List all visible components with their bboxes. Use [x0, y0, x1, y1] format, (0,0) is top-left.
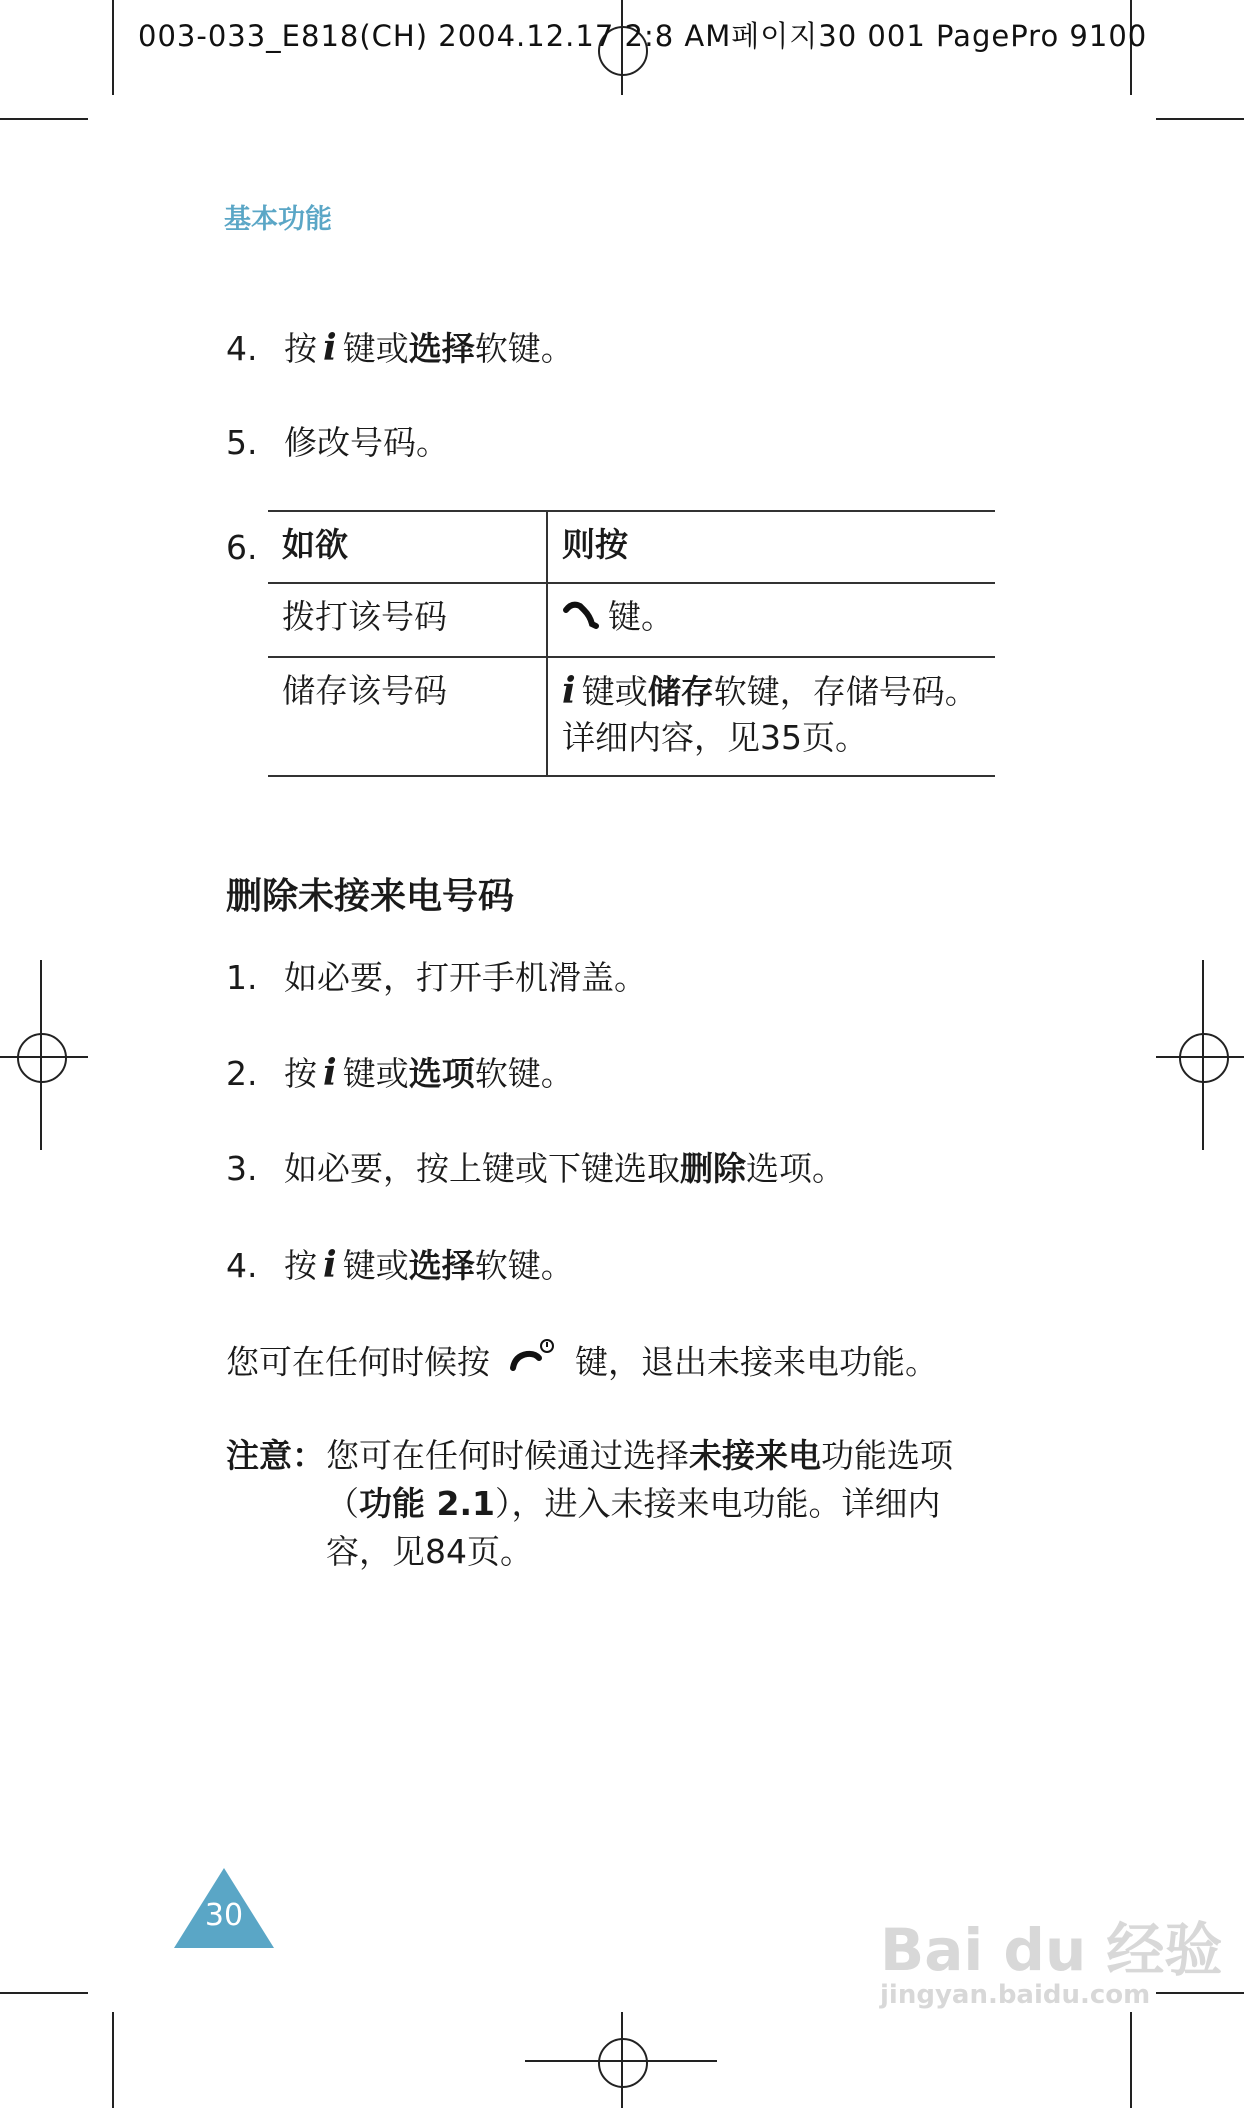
crop-mark — [0, 1992, 88, 1994]
step-text: 选项。 — [746, 1149, 845, 1188]
registration-mark — [1179, 1033, 1229, 1083]
step-text: 键或 — [342, 329, 409, 368]
option-table — [268, 510, 995, 777]
step-text: 修改号码。 — [284, 423, 449, 462]
step-text: 软键。 — [474, 329, 574, 368]
step-4-top — [226, 325, 574, 372]
step-2 — [226, 1050, 574, 1097]
step-3 — [226, 1146, 845, 1192]
cell-bold: 储存 — [647, 671, 714, 711]
note-bold: 功能 2.1 — [359, 1484, 495, 1523]
watermark-logo: Bai du 经验 — [880, 1916, 1223, 1984]
i-key-icon: i — [323, 1244, 337, 1286]
page-number: 30 — [204, 1898, 244, 1933]
step-text: 如必要，按上键或下键选取 — [284, 1149, 680, 1188]
step-4 — [226, 1242, 574, 1289]
step-text: 键或 — [342, 1054, 409, 1093]
i-key-icon: i — [323, 327, 337, 369]
step-text: 按 — [284, 1054, 317, 1093]
crop-mark — [1156, 118, 1244, 120]
step-number: 3. — [226, 1149, 258, 1188]
cell-text: 详细内容，见35页。 — [562, 717, 868, 757]
note-text: ），进入未接来电功能。详细内容，见84页。 — [326, 1484, 941, 1571]
step-text: 键或 — [342, 1246, 409, 1285]
print-header: 003-033_E818(CH) 2004.12.17 2:8 AM페이지30 001 PagePro 9100 — [138, 19, 1148, 53]
step-bold: 选择 — [408, 329, 475, 368]
step-text: 软键。 — [474, 1054, 574, 1093]
note-text: 功能选项（ — [326, 1436, 953, 1523]
note-label: 注意： — [226, 1436, 325, 1475]
step-bold: 删除 — [680, 1149, 746, 1188]
table-cell — [547, 583, 995, 657]
header-label: 则按 — [562, 525, 628, 564]
exit-text: 键，退出未接来电功能。 — [575, 1342, 938, 1382]
step-5 — [226, 420, 449, 466]
table-row — [268, 583, 995, 657]
crop-mark — [1130, 2012, 1132, 2108]
step-number: 6. — [226, 528, 258, 567]
step-number: 4. — [226, 329, 258, 368]
crop-mark — [0, 118, 88, 120]
crop-mark — [112, 2012, 114, 2108]
watermark-url: jingyan.baidu.com — [880, 1980, 1151, 2010]
registration-mark — [17, 1033, 67, 1083]
note-body — [326, 1432, 1006, 1576]
step-number: 4. — [226, 1246, 258, 1285]
phone-end-icon — [509, 1338, 557, 1390]
step-number: 1. — [226, 958, 258, 997]
exit-instruction — [226, 1338, 938, 1390]
section-label: 基本功能 — [224, 204, 332, 235]
step-1 — [226, 955, 647, 1001]
table-cell: 拨打该号码 — [268, 583, 547, 657]
step-bold: 选项 — [408, 1054, 475, 1093]
note-text: 您可在任何时候通过选择 — [326, 1436, 689, 1475]
table-cell: 储存该号码 — [268, 657, 547, 776]
cell-text: 键或 — [581, 671, 648, 711]
table-header-row — [268, 511, 995, 583]
i-key-icon: i — [323, 1052, 337, 1094]
cell-text: 软键，存储号码。 — [713, 671, 978, 711]
step-text: 按 — [284, 1246, 317, 1285]
note-bold: 未接来电 — [689, 1436, 821, 1475]
step-number: 2. — [226, 1054, 258, 1093]
phone-send-icon — [562, 596, 600, 642]
watermark — [880, 1916, 1223, 2010]
step-text: 软键。 — [474, 1246, 574, 1285]
step-text: 如必要，打开手机滑盖。 — [284, 958, 647, 997]
exit-text: 您可在任何时候按 — [226, 1342, 490, 1382]
table-header-cell — [268, 511, 547, 583]
crop-mark — [112, 0, 114, 95]
step-bold: 选择 — [408, 1246, 475, 1285]
table-header-cell — [547, 511, 995, 583]
registration-mark — [598, 2038, 648, 2088]
step-text: 按 — [284, 329, 317, 368]
table-cell — [547, 657, 995, 776]
table-row — [268, 657, 995, 776]
cell-text: 键。 — [608, 597, 674, 636]
header-label: 如欲 — [282, 525, 348, 564]
section-heading: 删除未接来电号码 — [226, 876, 515, 917]
i-key-icon: i — [562, 669, 576, 712]
note-block — [226, 1432, 953, 1571]
step-number: 5. — [226, 423, 258, 462]
